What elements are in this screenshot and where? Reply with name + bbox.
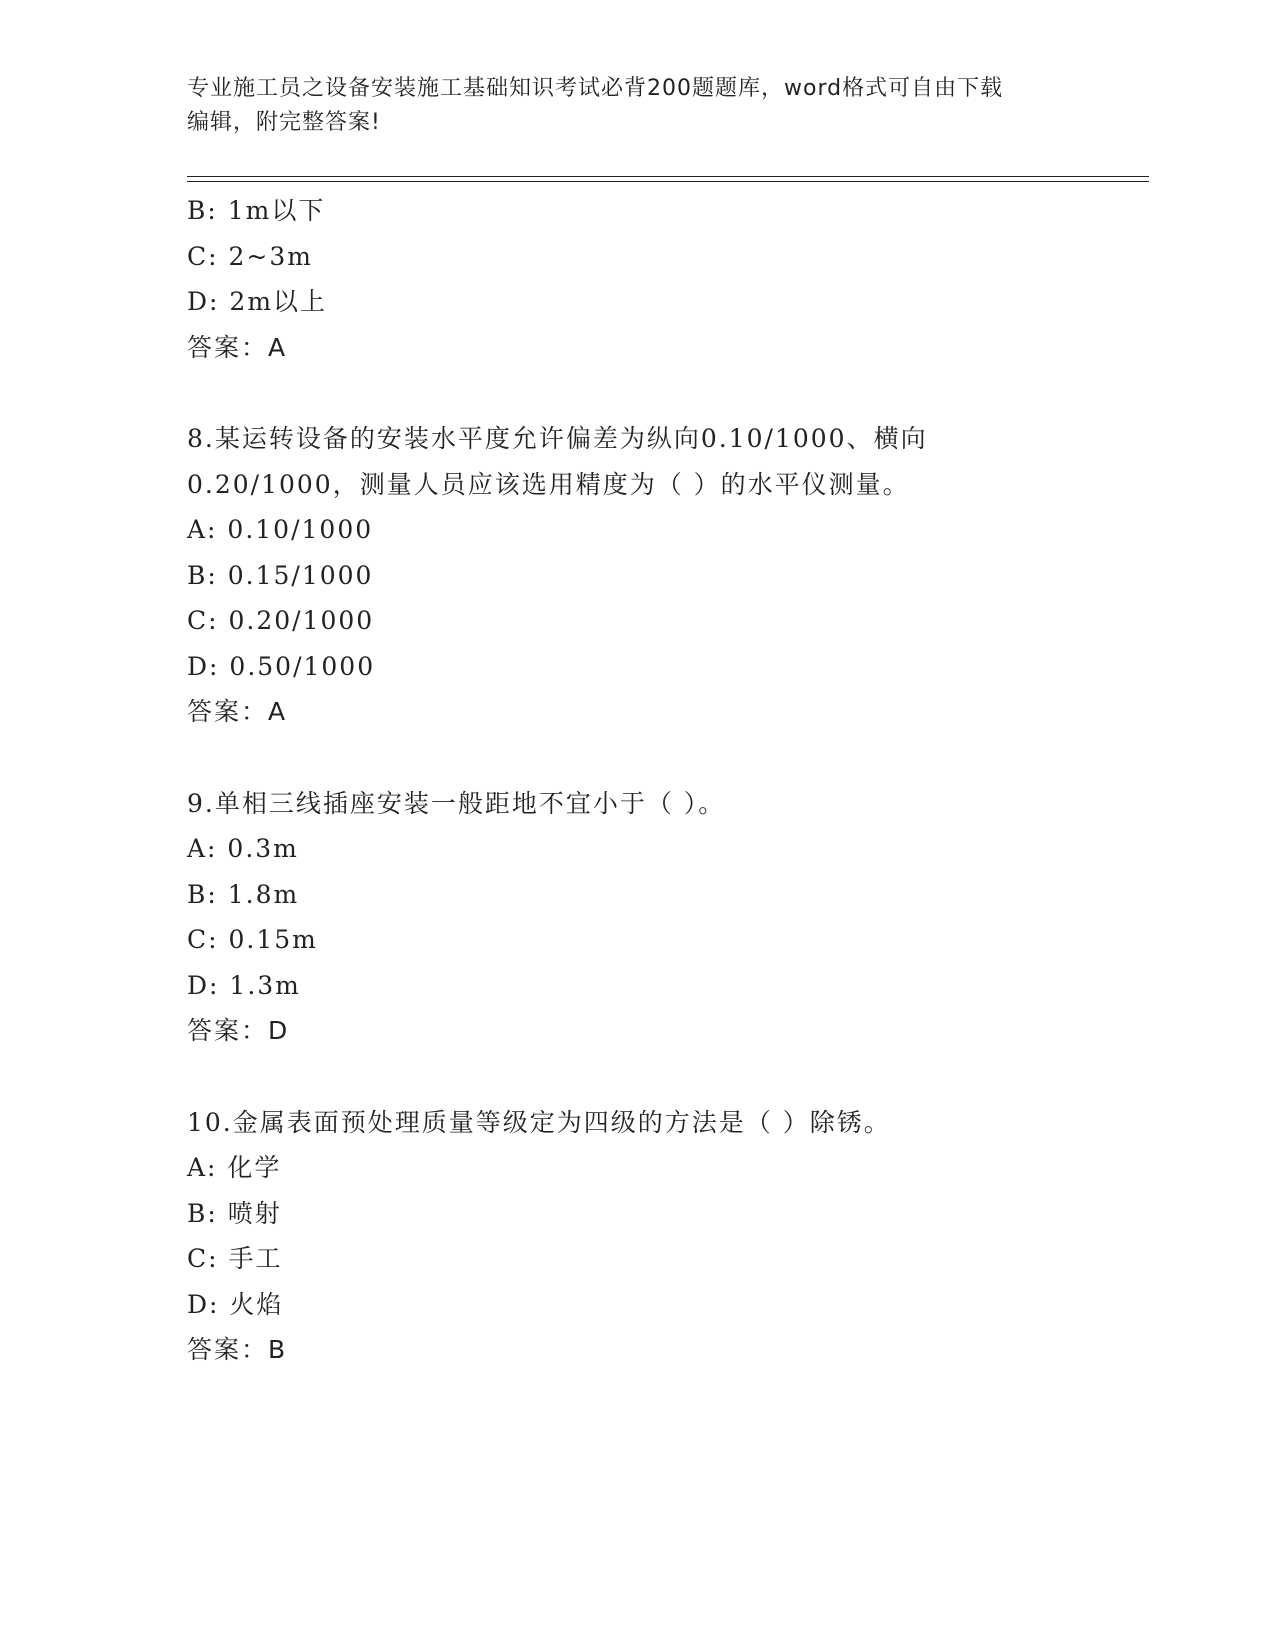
option-b: B: 0.15/1000 <box>187 560 374 590</box>
option-d: D: 0.50/1000 <box>187 651 376 681</box>
option-a: A: 化学 <box>187 1153 282 1182</box>
option-c: C: 0.15m <box>187 925 318 954</box>
option-b: B: 1.8m <box>187 879 300 909</box>
option-c: C: 手工 <box>187 1244 283 1273</box>
document-header <box>187 72 1087 140</box>
question-10 <box>187 1100 1147 1373</box>
option-c: C: 2~3m <box>187 241 313 271</box>
option-b: B: 1m以下 <box>187 196 326 225</box>
option-d: D: 1.3m <box>187 970 301 1000</box>
option-d: D: 2m以上 <box>187 287 328 316</box>
header-divider-top <box>187 176 1149 177</box>
option-c: C: 0.20/1000 <box>187 606 375 635</box>
option-a: A: 0.3m <box>187 834 299 863</box>
question-stem: 10.金属表面预处理质量等级定为四级的方法是（ ）除锈。 <box>187 1107 891 1137</box>
answer-line: 答案：A <box>187 332 288 362</box>
option-d: D: 火焰 <box>187 1289 284 1319</box>
question-stem-line-2: 0.20/1000，测量人员应该选用精度为（ ）的水平仪测量。 <box>187 469 910 499</box>
question-spacer <box>187 735 1147 781</box>
question-9 <box>187 781 1147 1054</box>
header-title-line-1: 专业施工员之设备安装施工基础知识考试必背200题题库，word格式可自由下载 <box>187 76 1004 101</box>
question-7-tail <box>187 188 1147 370</box>
question-8 <box>187 416 1147 735</box>
answer-line: 答案：D <box>187 1016 290 1045</box>
question-spacer <box>187 1054 1147 1100</box>
question-stem: 9.单相三线插座安装一般距地不宜小于（ ）。 <box>187 788 726 818</box>
header-divider-bottom <box>187 181 1149 182</box>
answer-line: 答案：A <box>187 697 288 726</box>
header-title-line-2: 编辑，附完整答案! <box>187 110 381 135</box>
question-stem-line-1: 8.某运转设备的安装水平度允许偏差为纵向0.10/1000、横向 <box>187 424 928 453</box>
question-list <box>187 188 1147 1373</box>
question-spacer <box>187 370 1147 416</box>
option-a: A: 0.10/1000 <box>187 515 374 544</box>
option-b: B: 喷射 <box>187 1198 282 1228</box>
answer-line: 答案：B <box>187 1335 288 1364</box>
